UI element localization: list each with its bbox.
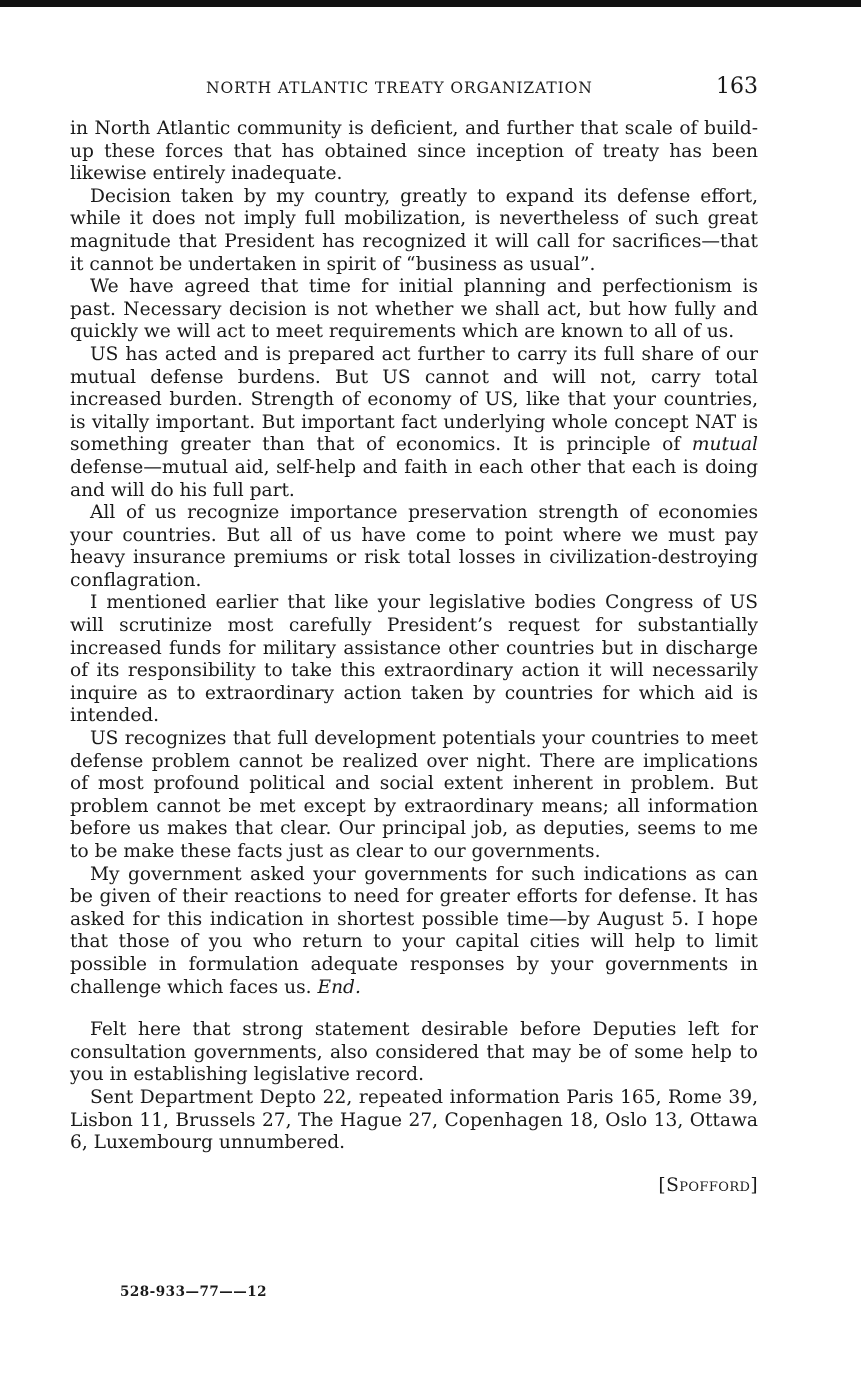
text-segment: My government asked your governments for such indications as can be given of their reactions to need for greater efforts for defense. It has asked for this indication in shortest possible time—by August 5. I hope that those of you who return to your capital cities will help to limit possible in formulation adequate responses by your governments in challenge which faces us. [70,863,758,998]
bracket-open: [ [658,1174,667,1196]
top-border-rule [0,0,861,7]
end-marker: End. [317,976,361,998]
page-number: 163 [716,74,758,99]
signature-block [70,1175,758,1198]
paragraph-continued: in North Atlantic community is deficient, and further that scale of build-up these forces that has obtained since inception of treaty has been likewise entirely inadequate. [70,118,758,185]
print-code: 528-933—77——12 [120,1284,268,1300]
paragraph-planning: We have agreed that time for initial planning and perfectionism is past. Necessary decision is not whether we shall act, but how fully and quickly we will act to meet requirements which are known to all of us. [70,276,758,343]
paragraph-congress: I mentioned earlier that like your legislative bodies Congress of US will scrutinize most carefully President’s request for substantially increased funds for military assistance other countries but in discharge of its responsibility to take this extraordinary action it will necessarily inquire as to extraordinary action taken by countries for which aid is intended. [70,592,758,727]
page-header [70,76,760,106]
paragraph-statement: Felt here that strong statement desirable before Deputies left for consultation governments, also considered that may be of some help to you in establishing legislative record. [70,1019,758,1086]
paragraph-potentials: US recognizes that full development potentials your countries to meet defense problem cannot be realized over night. There are implications of most profound political and social extent inherent in problem. But problem cannot be met except by extraordinary means; all information before us makes that clear. Our principal job, as deputies, seems to me to be make these facts just as clear to our governments. [70,728,758,862]
document-body [70,118,758,1197]
running-head: NORTH ATLANTIC TREATY ORGANIZATION [206,79,593,97]
paragraph-decision: Decision taken by my country, greatly to expand its defense effort, while it does not imply full mobilization, is nevertheless of such great magnitude that President has recognized it will call for sacrifices—that it cannot be undertaken in spirit of “business as usual”. [70,185,758,275]
paragraph-indications [70,864,758,1000]
emphasis-mutual: mutual [691,434,759,456]
paragraph-us-share [70,344,758,502]
signature-name: Spofford [666,1174,751,1196]
text-segment: defense—mutual aid, self-help and faith in each other that each is doing and will do his full part. [70,456,758,501]
paragraph-distribution: Sent Department Depto 22, repeated information Paris 165, Rome 39, Lisbon 11, Brussels 27, The Hague 27, Copenhagen 18, Oslo 13, Ottawa 6, Luxembourg unnumbered. [70,1086,758,1154]
text-segment: US has acted and is prepared act further to carry its full share of our mutual defense burdens. But US cannot and will not, carry total increased burden. Strength of economy of US, like that your countries, is vitally important. But important fact underlying whole concept NAT is something greater than that of economics. It is principle of [70,343,758,456]
paragraph-economies: All of us recognize importance preservation strength of economies your countries. But all of us have come to point where we must pay heavy insurance premiums or risk total losses in civilization-destroying conflagration. [70,502,758,591]
bracket-close: ] [750,1174,758,1196]
